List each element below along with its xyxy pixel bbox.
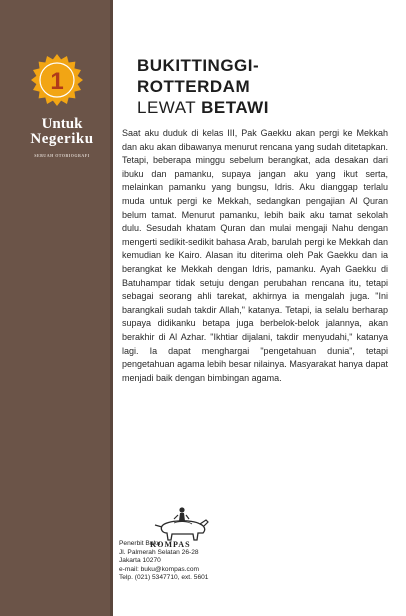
title-line2: ROTTERDAM	[137, 77, 251, 96]
series-tagline: SEBUAH OTOBIOGRAFI	[34, 153, 90, 158]
title-line3-bold: BETAWI	[201, 98, 269, 117]
volume-badge	[30, 53, 84, 107]
series-title-line2: Negeriku	[30, 131, 94, 147]
title-line1: BUKITTINGGI-	[137, 56, 260, 75]
chapter-title	[137, 55, 269, 118]
publisher-phone: Telp. (021) 5347710, ext. 5601	[119, 574, 209, 581]
spine-divider	[110, 0, 113, 616]
synopsis-text: Saat aku duduk di kelas III, Pak Gaekku akan pergi ke Mekkah dan aku akan dibawanya menurut rencana yang sudah ditetapkan. Tetapi, beberapa minggu sebelum berangkat, ada desakan dari ibuku dan pamanku, supaya jangan aku yang ikut serta, melainkan pamanku yang bungsu, Idris. Aku dianggap terlalu muda untuk pergi ke Mekkah, sedangkan pengajian Al Quran belum tamat. Menurut pamanku, lebih baik aku tamat sekolah dulu. Sesudah khatam Quran dan mulai mengaji Nahu dengan mengerti sedikit-sedikit bahasa Arab, barulah pergi ke Mekkah dan kemudian ke Kairo. Alasan itu diterima oleh Pak Gaekku dan ia berangkat ke Mekkah dengan Idris, pamanku. Ayah Gaekku di Batuhampar tidak setuju dengan perubahan rencana itu, tetapi sebagai seorang ahli tarekat, akhirnya ia mengalah juga. "Ini barangkali sudah takdir Allah," katanya. Tetapi, ia selalu berharap supaya didikanku betapa juga berbelok-belok jalannya, akan berakhir di Al Azhar. "Ikhtiar dijalani, takdir menyudahi," katanya lagi. Ia dapat menghargai "pengetahuan dunia", tetapi pengetahuan agama lebih besar nilainya. Masyarakat hanya dapat menjadi baik dengan bimbingan agama.	[122, 128, 388, 383]
publisher-address: Jl. Palmerah Selatan 26-28	[119, 548, 199, 556]
badge-star-icon	[30, 53, 84, 107]
title-line3-light: LEWAT	[137, 98, 202, 117]
badge-number: 1	[50, 68, 64, 95]
title-line3	[137, 97, 269, 118]
publisher-city: Jakarta 10270	[119, 557, 161, 564]
publisher-line1: Penerbit Buku	[119, 540, 161, 547]
publisher-logo-name: KOMPAS	[150, 540, 191, 548]
publisher-info	[119, 540, 208, 583]
series-title	[22, 117, 102, 163]
publisher-email: e-mail: buku@kompas.com	[119, 565, 199, 573]
series-title-line1: Untuk	[41, 116, 83, 132]
